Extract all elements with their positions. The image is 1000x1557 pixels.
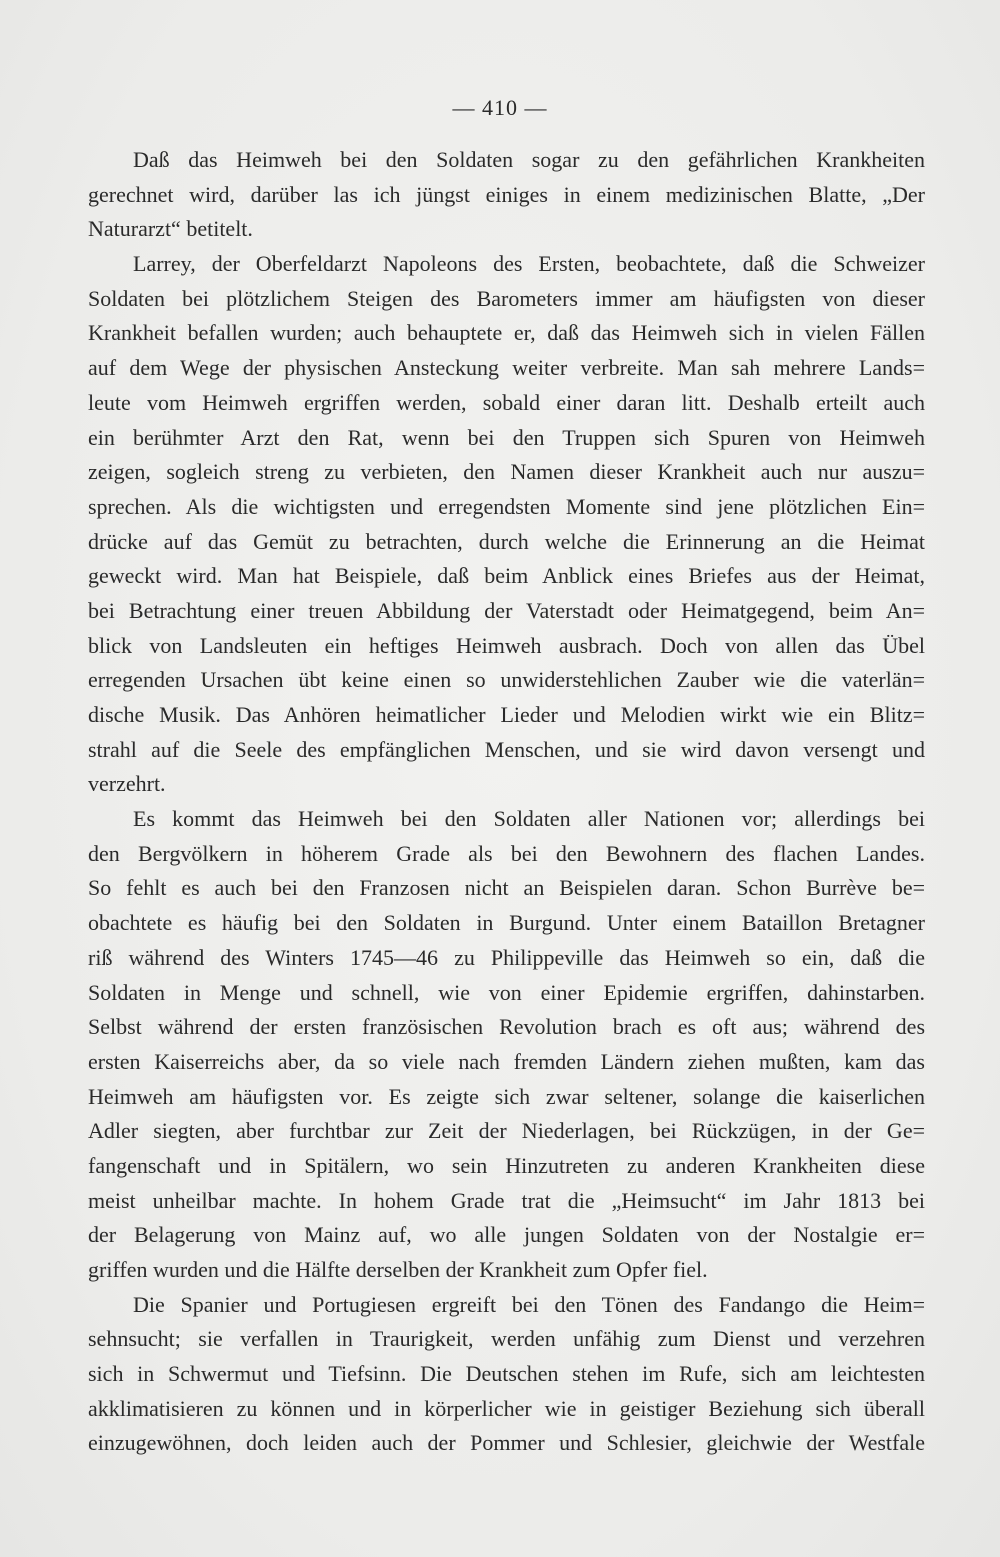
text-line: griffen wurden und die Hälfte derselben der Krankheit zum Opfer fiel. — [88, 1257, 708, 1282]
page-number-header: — 410 — — [452, 95, 548, 120]
text-line: ersten Kaiserreichs aber, da so viele nach fremden Ländern ziehen mußten, kam das — [88, 1048, 925, 1074]
text-line: bei Betrachtung einer treuen Abbildung der Vaterstadt oder Heimatgegend, beim An= — [88, 597, 925, 623]
text-line: Daß das Heimweh bei den Soldaten sogar zu den gefährlichen Krankheiten — [133, 147, 925, 172]
text-line: ein berühmter Arzt den Rat, wenn bei den Truppen sich Spuren von Heimweh — [88, 424, 925, 450]
text-line: verzehrt. — [88, 771, 166, 797]
paragraph — [88, 247, 925, 802]
text-line: meist unheilbar machte. In hohem Grade trat die „Heimsucht“ im Jahr 1813 bei — [88, 1187, 925, 1213]
paragraph — [88, 143, 925, 247]
text-line: Krankheit befallen wurden; auch behauptete er, daß das Heimweh sich in vielen Fällen — [88, 320, 925, 346]
text-line: Selbst während der ersten französischen Revolution brach es oft aus; während des — [88, 1014, 925, 1040]
text-line: obachtete es häufig bei den Soldaten in Burgund. Unter einem Bataillon Bretagner — [88, 910, 925, 936]
text-line: einzugewöhnen, doch leiden auch der Pommer und Schlesier, gleichwie der Westfale — [88, 1430, 925, 1456]
text-line: den Bergvölkern in höherem Grade als bei den Bewohnern des flachen Landes. — [88, 840, 925, 866]
paragraph — [88, 802, 925, 1288]
paragraph — [88, 1288, 925, 1461]
text-line: Soldaten in Menge und schnell, wie von einer Epidemie ergriffen, dahinstarben. — [88, 979, 925, 1005]
text-line: Larrey, der Oberfeldarzt Napoleons des Ersten, beobachtete, daß die Schweizer — [133, 251, 925, 277]
text-line: So fehlt es auch bei den Franzosen nicht an Beispielen daran. Schon Burrève be= — [88, 875, 925, 901]
text-line: Adler siegten, aber furchtbar zur Zeit der Niederlagen, bei Rückzügen, in der Ge= — [88, 1118, 925, 1144]
text-line: gerechnet wird, darüber las ich jüngst einiges in einem medizinischen Blatte, „Der — [88, 181, 925, 207]
text-line: strahl auf die Seele des empfänglichen Menschen, und sie wird davon versengt und — [88, 736, 925, 762]
text-line: Naturarzt“ betitelt. — [88, 216, 253, 242]
text-line: blick von Landsleuten ein heftiges Heimweh ausbrach. Doch von allen das Übel — [88, 632, 925, 658]
text-line: erregenden Ursachen übt keine einen so unwiderstehlichen Zauber wie die vaterlän= — [88, 667, 925, 693]
text-line: sich in Schwermut und Tiefsinn. Die Deutschen stehen im Rufe, sich am leichtesten — [88, 1361, 925, 1387]
text-line: Es kommt das Heimweh bei den Soldaten aller Nationen vor; allerdings bei — [133, 806, 925, 832]
text-line: sehnsucht; sie verfallen in Traurigkeit, werden unfähig zum Dienst und verzehren — [88, 1326, 925, 1352]
text-line: dische Musik. Das Anhören heimatlicher Lieder und Melodien wirkt wie ein Blitz= — [88, 702, 925, 727]
body-text — [88, 143, 925, 1461]
text-line: Heimweh am häufigsten vor. Es zeigte sich zwar seltener, solange die kaiserlichen — [88, 1083, 925, 1109]
text-line: zeigen, sogleich streng zu verbieten, den Namen dieser Krankheit auch nur auszu= — [88, 459, 925, 485]
text-line: riß während des Winters 1745—46 zu Philippeville das Heimweh so ein, daß die — [88, 944, 925, 970]
text-line: akklimatisieren zu können und in körperlicher wie in geistiger Beziehung sich überall — [88, 1395, 925, 1421]
text-line: der Belagerung von Mainz auf, wo alle jungen Soldaten von der Nostalgie er= — [88, 1222, 925, 1248]
text-line: drücke auf das Gemüt zu betrachten, durch welche die Erinnerung an die Heimat — [88, 528, 925, 554]
text-line: leute vom Heimweh ergriffen werden, sobald einer daran litt. Deshalb erteilt auch — [88, 389, 925, 415]
text-line: fangenschaft und in Spitälern, wo sein Hinzutreten zu anderen Krankheiten diese — [88, 1152, 925, 1178]
text-line: Die Spanier und Portugiesen ergreift bei den Tönen des Fandango die Heim= — [133, 1291, 925, 1317]
text-line: sprechen. Als die wichtigsten und erregendsten Momente sind jene plötzlichen Ein= — [88, 493, 925, 519]
text-line: auf dem Wege der physischen Ansteckung weiter verbreite. Man sah mehrere Lands= — [88, 355, 925, 381]
text-line: Soldaten bei plötzlichem Steigen des Barometers immer am häufigsten von dieser — [88, 285, 925, 311]
text-line: geweckt wird. Man hat Beispiele, daß beim Anblick eines Briefes aus der Heimat, — [88, 563, 925, 589]
